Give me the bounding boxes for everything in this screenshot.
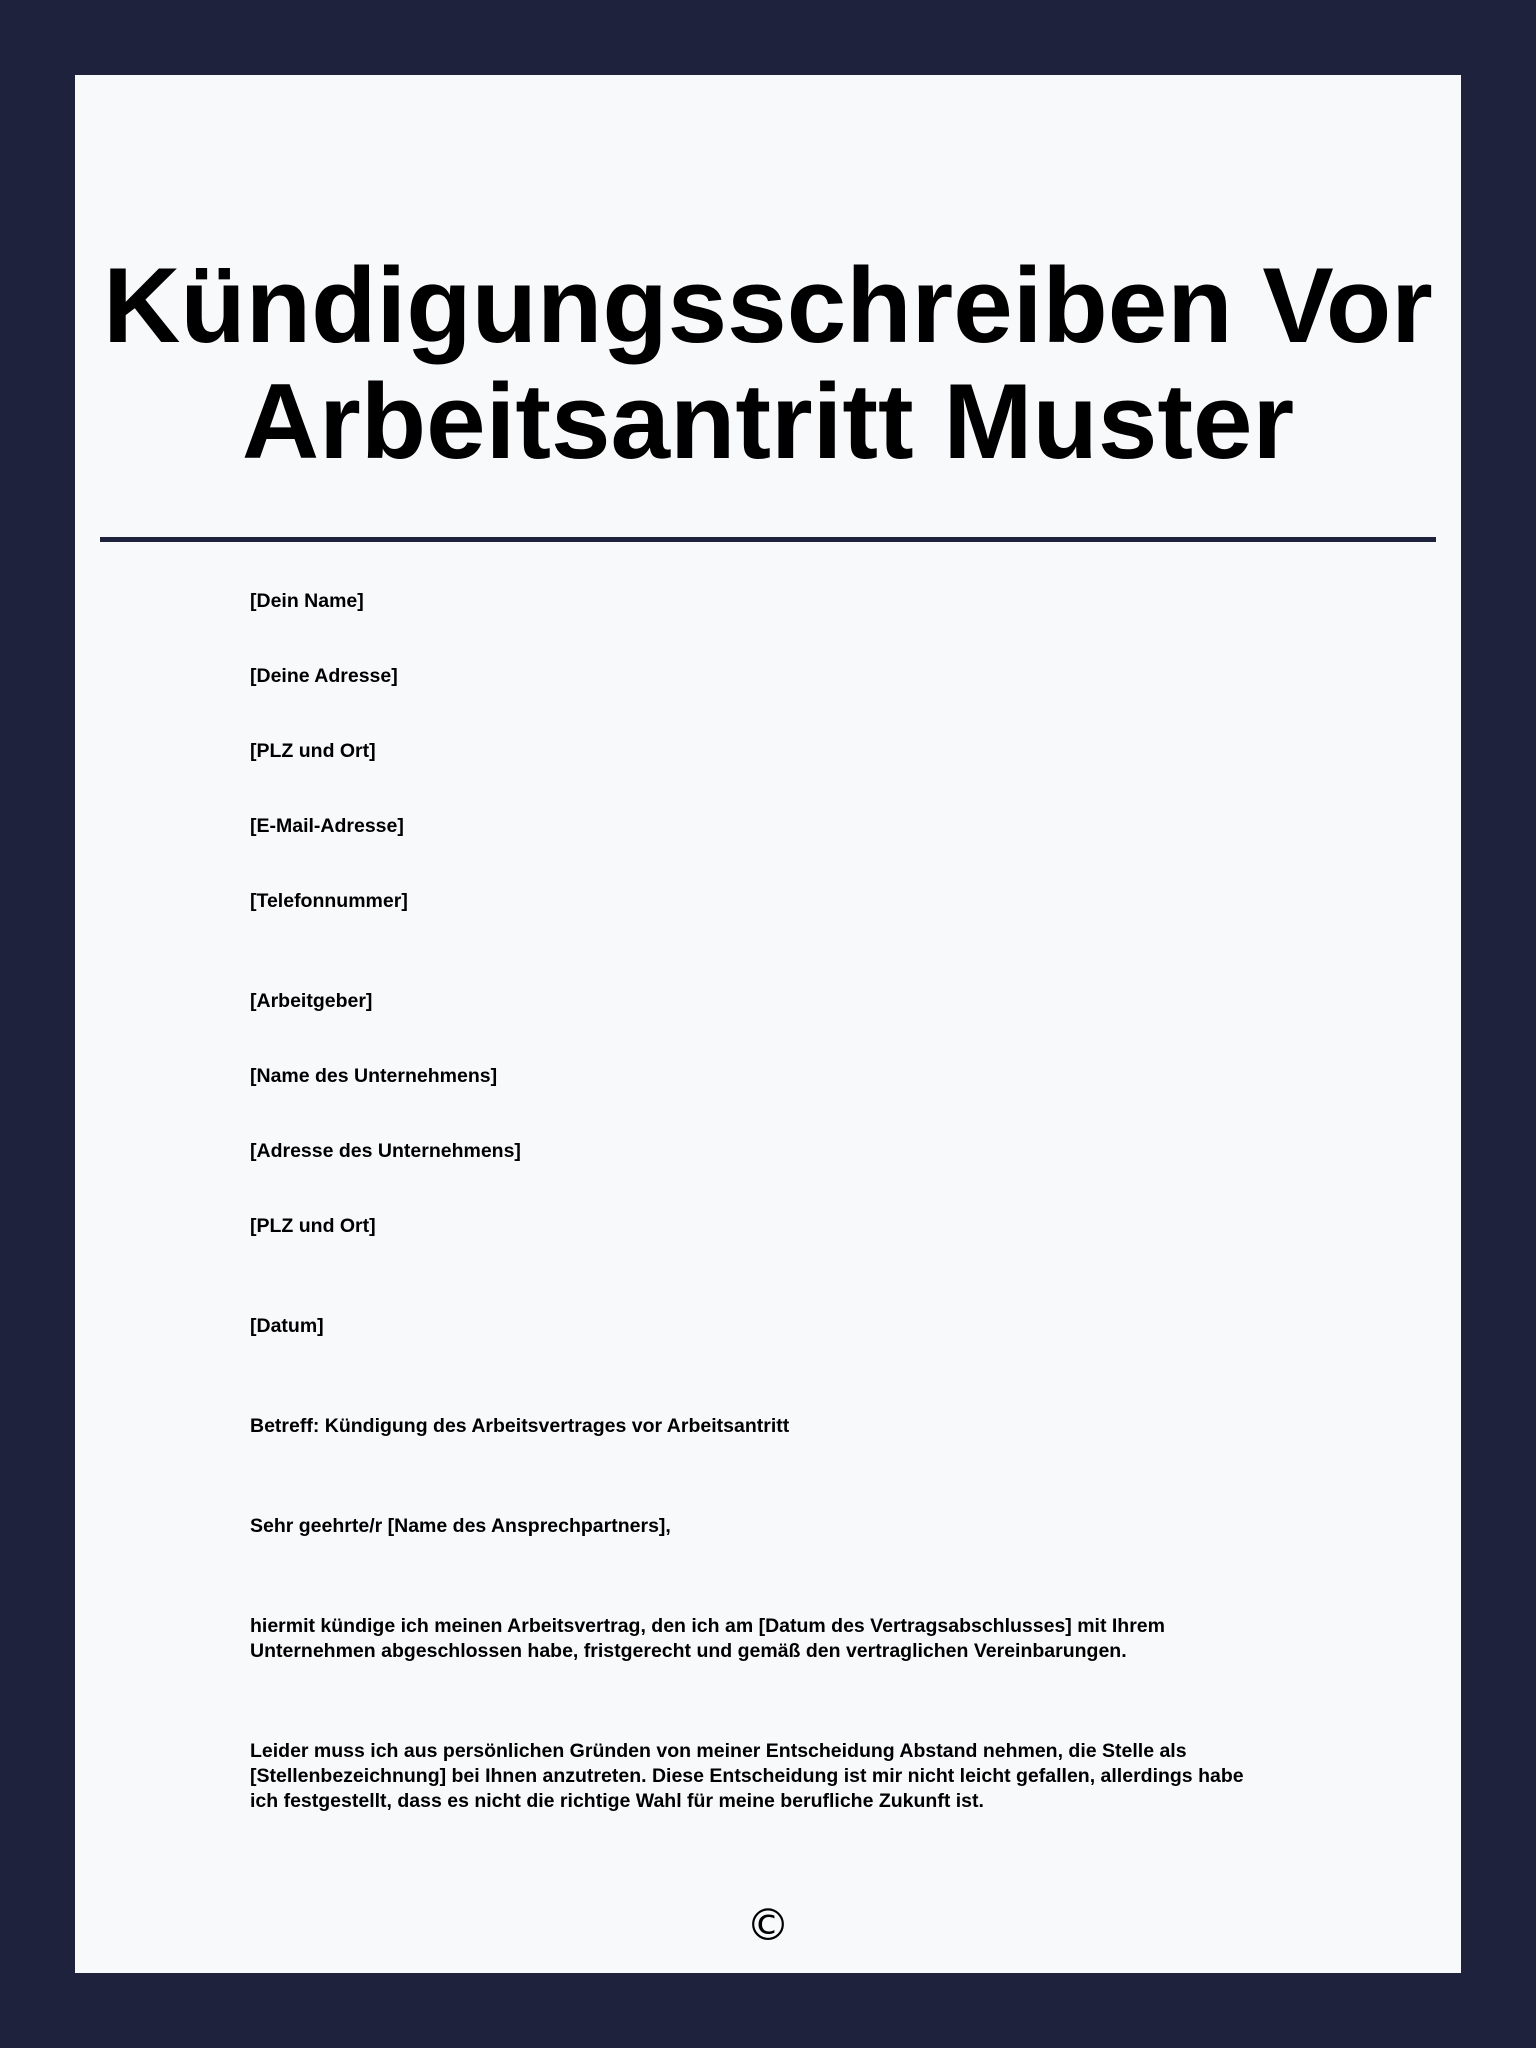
copyright-icon: © (746, 1900, 790, 1951)
title-divider (100, 537, 1436, 542)
title-line-2: Arbeitsantritt Muster (241, 361, 1295, 481)
sender-city: [PLZ und Ort] (250, 740, 376, 762)
document-title (75, 247, 1461, 479)
letter-salutation: Sehr geehrte/r [Name des Ansprechpartners], (250, 1515, 671, 1537)
recipient-employer: [Arbeitgeber] (250, 990, 373, 1012)
recipient-company: [Name des Unternehmens] (250, 1065, 498, 1087)
paragraph-2-line-3: ich festgestellt, dass es nicht die richtige Wahl für meine berufliche Zukunft ist. (250, 1790, 984, 1812)
recipient-city: [PLZ und Ort] (250, 1215, 376, 1237)
paragraph-2-line-2: [Stellenbezeichnung] bei Ihnen anzutreten. Diese Entscheidung ist mir nicht leicht gefallen, allerdings habe (250, 1765, 1244, 1787)
sender-email: [E-Mail-Adresse] (250, 815, 404, 837)
recipient-address: [Adresse des Unternehmens] (250, 1140, 521, 1162)
title-line-1: Kündigungsschreiben Vor (103, 245, 1433, 365)
letter-date: [Datum] (250, 1315, 324, 1337)
paragraph-2-line-1: Leider muss ich aus persönlichen Gründen von meiner Entscheidung Abstand nehmen, die Stelle als (250, 1740, 1187, 1762)
paragraph-1-line-2: Unternehmen abgeschlossen habe, fristgerecht und gemäß den vertraglichen Vereinbarungen. (250, 1640, 1127, 1662)
document-page (75, 75, 1461, 1973)
sender-phone: [Telefonnummer] (250, 890, 408, 912)
sender-name: [Dein Name] (250, 590, 364, 612)
paragraph-1-line-1: hiermit kündige ich meinen Arbeitsvertrag, den ich am [Datum des Vertragsabschlusses] mit Ihrem (250, 1615, 1165, 1637)
sender-address: [Deine Adresse] (250, 665, 398, 687)
letter-subject: Betreff: Kündigung des Arbeitsvertrages vor Arbeitsantritt (250, 1415, 790, 1437)
